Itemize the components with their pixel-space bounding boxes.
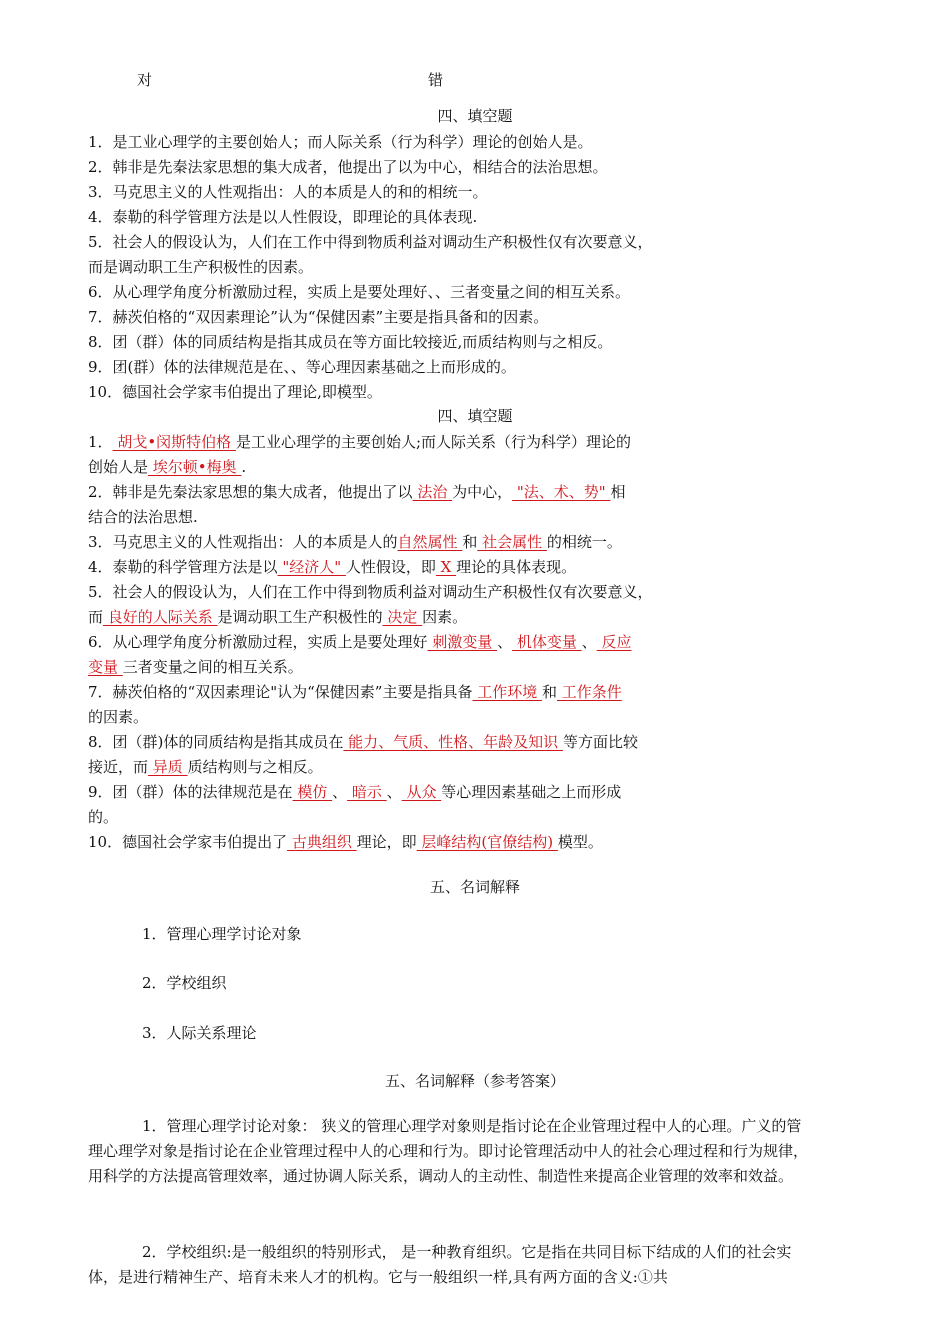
answer-line: 9．团（群）体的法律规范是在 模仿 、 暗示 、 从众 等心理因素基础之上而形成 — [88, 783, 622, 801]
answer-line: 5．社会人的假设认为，人们在工作中得到物质利益对调动生产积极性仅有次要意义， — [88, 583, 653, 601]
question-line: 6．从心理学角度分析激励过程，实质上是要处理好、、三者变量之间的相互关系。 — [88, 283, 631, 301]
question-line: 5．社会人的假设认为，人们在工作中得到物质利益对调动生产积极性仅有次要意义， — [88, 233, 653, 251]
answer-line: 而 良好的人际关系 是调动职工生产积极性的 决定 因素。 — [88, 608, 468, 626]
answer-blank: 异质 — [148, 758, 188, 776]
answer-line: 接近，而 异质 质结构则与之相反。 — [88, 758, 323, 776]
answer-blank: 决定 — [382, 608, 423, 626]
answer-line: 创始人是 埃尔顿•梅奥 . — [88, 458, 247, 476]
answer-blank: 变量 — [88, 658, 123, 676]
question-line: 8．团（群）体的同质结构是指其成员在等方面比较接近,而质结构则与之相反。 — [88, 333, 613, 351]
definition-paragraph: 1．管理心理学讨论对象： 狭义的管理心理学对象则是指讨论在企业管理过程中人的心理。广义的管理心理学对象是指讨论在企业管理过程中人的心理和行为。即讨论管理活动中人的社会心理过程和行为规律，用科学的方法提高管理效率，通过协调人际关系，调动人的主动性、制造性来提高企业管理的效率和效益。 — [88, 1117, 809, 1185]
answer-blank: 暗示 — [347, 783, 387, 801]
definition-paragraph: 2．学校组织:是一般组织的特别形式， 是一种教育组织。它是指在共同目标下结成的人们的社会实体，是进行精神生产、培育未来人才的机构。它与一般组织一样,具有两方面的含义:①共 — [88, 1243, 792, 1286]
answer-blank: 从众 — [401, 783, 442, 801]
answer-line: 变量 三者变量之间的相互关系。 — [88, 658, 303, 676]
answer-blank: 层峰结构(官僚结构) — [416, 833, 558, 851]
answer-line: 6．从心理学角度分析激励过程，实质上是要处理好 刺激变量 、 机体变量 、 反应 — [88, 633, 632, 651]
answer-blank: 良好的人际关系 — [103, 608, 218, 626]
answer-blank: "法、术、势" — [512, 483, 611, 501]
question-line: 1．是工业心理学的主要创始人；而人际关系（行为科学）理论的创始人是。 — [88, 133, 593, 151]
question-line: 7．赫茨伯格的“双因素理论”认为“保健因素”主要是指具备和的因素。 — [88, 308, 549, 326]
question-line: 而是调动职工生产积极性的因素。 — [88, 258, 314, 276]
answer-blank: 工作条件 — [557, 683, 622, 701]
answer-blank: 能力、气质、性格、年龄及知识 — [343, 733, 563, 751]
answer-blank: 刺激变量 — [427, 633, 498, 651]
false-label: 错 — [428, 71, 444, 89]
answer-line: 1． 胡戈•闵斯特伯格 是工业心理学的主要创始人;而人际关系（行为科学）理论的 — [88, 433, 631, 451]
question-line: 4．泰勒的科学管理方法是以人性假设，即理论的具体表现. — [88, 208, 478, 226]
term-item: 2．学校组织 — [142, 974, 227, 992]
question-line: 9．团(群）体的法律规范是在、、等心理因素基础之上而形成的。 — [88, 358, 516, 376]
term-item: 3．人际关系理论 — [142, 1024, 257, 1042]
answer-blank: 埃尔顿•梅奥 — [148, 458, 242, 476]
answer-blank: 机体变量 — [512, 633, 582, 651]
answer-line: 的因素。 — [88, 708, 149, 726]
section-title: 四、填空题 — [437, 107, 513, 125]
answer-line: 的。 — [88, 808, 119, 826]
term-item: 1．管理心理学讨论对象 — [142, 925, 302, 943]
answer-line: 2．韩非是先秦法家思想的集大成者，他提出了以 法治 为中心， "法、术、势" 相 — [88, 483, 626, 501]
answer-blank: X — [435, 558, 457, 576]
question-line: 2．韩非是先秦法家思想的集大成者，他提出了以为中心，相结合的法治思想。 — [88, 158, 608, 176]
answer-line: 10．德国社会学家韦伯提出了 古典组织 理论，即 层峰结构(官僚结构) 模型。 — [88, 833, 603, 851]
answer-line: 结合的法治思想. — [88, 508, 198, 526]
answer-line: 4．泰勒的科学管理方法是以 "经济人" 人性假设，即 X 理论的具体表现。 — [88, 558, 577, 576]
answer-blank: 工作环境 — [472, 683, 542, 701]
answer-blank: "经济人" — [277, 558, 346, 576]
answer-line: 3．马克思主义的人性观指出：人的本质是人的自然属性 和 社会属性 的相统一。 — [88, 533, 622, 551]
answer-blank: 古典组织 — [287, 833, 357, 851]
answer-line: 8．团（群)体的同质结构是指其成员在 能力、气质、性格、年龄及知识 等方面比较 — [88, 733, 638, 751]
true-label: 对 — [137, 71, 153, 89]
section-title: 五、名词解释（参考答案） — [384, 1072, 565, 1090]
question-line: 3．马克思主义的人性观指出：人的本质是人的和的相统一。 — [88, 183, 488, 201]
answer-blank: 法治 — [412, 483, 453, 501]
answer-blank: 胡戈•闵斯特伯格 — [112, 433, 236, 451]
answer-blank: 反应 — [596, 633, 632, 651]
answer-blank: 模仿 — [292, 783, 333, 801]
answer-blank: 自然属性 — [397, 533, 463, 551]
section-title: 五、名词解释 — [429, 878, 520, 896]
section-title: 四、填空题 — [437, 407, 513, 425]
answer-line: 7．赫茨伯格的“双因素理论"认为“保健因素”主要是指具备 工作环境 和 工作条件 — [88, 683, 622, 701]
answer-blank: 社会属性 — [477, 533, 547, 551]
question-line: 10．德国社会学家韦伯提出了理论,即模型。 — [88, 383, 382, 401]
